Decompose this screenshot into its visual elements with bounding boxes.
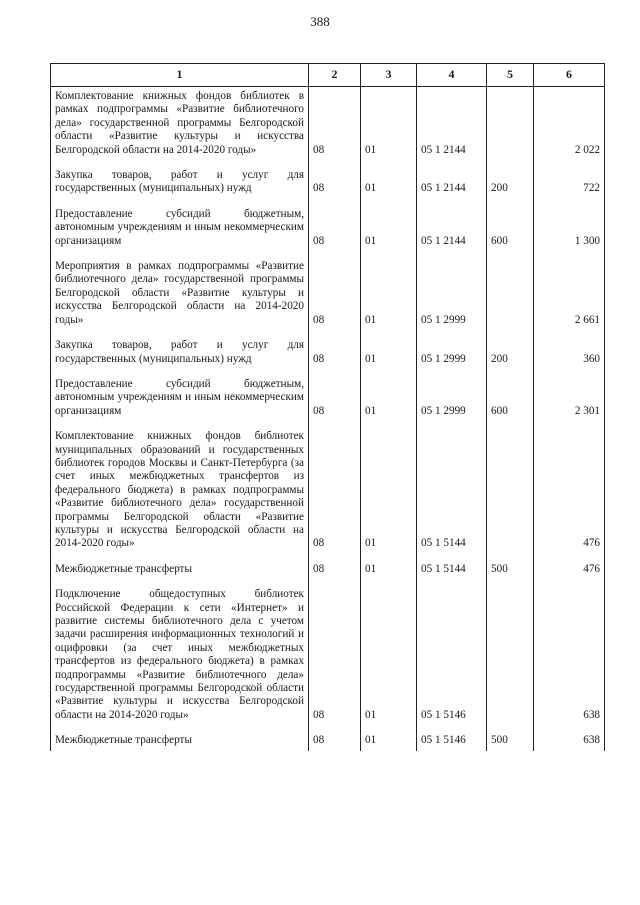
row-subsection: 01 (361, 585, 417, 725)
header-col-2: 2 (309, 64, 361, 87)
header-col-3: 3 (361, 64, 417, 87)
page-number: 388 (310, 14, 330, 29)
row-amount: 638 (534, 731, 605, 750)
row-name: Комплектование книжных фондов библиотек в рамках подпрограммы «Развитие библиотечного дела» государственной программы Белгородской области «Развитие культуры и искусства Белгородской области на 2014-2020 годы» (51, 87, 309, 161)
row-expense-type: 200 (487, 336, 534, 369)
budget-table (50, 63, 605, 751)
header-col-6: 6 (534, 64, 605, 87)
row-subsection: 01 (361, 560, 417, 579)
row-target-code: 05 1 5144 (417, 560, 487, 579)
row-name: Межбюджетные трансферты (51, 731, 309, 750)
table-row (51, 257, 605, 330)
row-section: 08 (309, 166, 361, 199)
row-amount: 2 661 (534, 257, 605, 330)
row-amount: 2 022 (534, 87, 605, 161)
row-expense-type: 600 (487, 205, 534, 251)
row-target-code: 05 1 2144 (417, 205, 487, 251)
row-subsection: 01 (361, 87, 417, 161)
row-name: Предоставление субсидий бюджетным, автономным учреждениям и иным некоммерческим организациям (51, 375, 309, 421)
row-subsection: 01 (361, 427, 417, 554)
row-name: Закупка товаров, работ и услуг для государственных (муниципальных) нужд (51, 166, 309, 199)
row-name: Подключение общедоступных библиотек Российской Федерации к сети «Интернет» и развитие системы библиотечного дела с учетом задачи расширения информационных технологий и оцифровки (за счет иных межбюджетных трансфертов из федерального бюджета) в рамках подпрограммы «Развитие библиотечного дела» государственной программы Белгородской области «Развитие культуры и искусства Белгородской области на 2014-2020 годы» (51, 585, 309, 725)
row-section: 08 (309, 257, 361, 330)
row-section: 08 (309, 585, 361, 725)
row-expense-type: 200 (487, 166, 534, 199)
row-name: Закупка товаров, работ и услуг для государственных (муниципальных) нужд (51, 336, 309, 369)
row-amount: 2 301 (534, 375, 605, 421)
table-row (51, 375, 605, 421)
row-name: Комплектование книжных фондов библиотек муниципальных образований и государственных библиотек городов Москвы и Санкт-Петербурга (за счет иных межбюджетных трансфертов из федерального бюджета) в рамках подпрограммы «Развитие библиотечного дела» государственной программы Белгородской области «Развитие культуры и искусства Белгородской области на 2014-2020 годы» (51, 427, 309, 554)
table-row (51, 205, 605, 251)
row-target-code: 05 1 5144 (417, 427, 487, 554)
row-expense-type: 600 (487, 375, 534, 421)
row-target-code: 05 1 2144 (417, 87, 487, 161)
row-target-code: 05 1 2999 (417, 336, 487, 369)
row-subsection: 01 (361, 257, 417, 330)
row-subsection: 01 (361, 205, 417, 251)
row-target-code: 05 1 2999 (417, 375, 487, 421)
row-target-code: 05 1 5146 (417, 585, 487, 725)
row-target-code: 05 1 2144 (417, 166, 487, 199)
table-row (51, 87, 605, 161)
row-expense-type (487, 585, 534, 725)
row-amount: 360 (534, 336, 605, 369)
row-section: 08 (309, 87, 361, 161)
row-section: 08 (309, 336, 361, 369)
table-row (51, 166, 605, 199)
row-amount: 638 (534, 585, 605, 725)
row-expense-type: 500 (487, 560, 534, 579)
row-amount: 476 (534, 427, 605, 554)
table-row (51, 560, 605, 579)
row-expense-type (487, 427, 534, 554)
row-section: 08 (309, 427, 361, 554)
row-expense-type: 500 (487, 731, 534, 750)
row-subsection: 01 (361, 166, 417, 199)
table-header-row (51, 64, 605, 87)
header-col-1: 1 (51, 64, 309, 87)
row-amount: 722 (534, 166, 605, 199)
row-target-code: 05 1 5146 (417, 731, 487, 750)
table-row (51, 731, 605, 750)
row-section: 08 (309, 205, 361, 251)
row-section: 08 (309, 375, 361, 421)
row-name: Межбюджетные трансферты (51, 560, 309, 579)
row-section: 08 (309, 560, 361, 579)
table-row (51, 585, 605, 725)
header-col-5: 5 (487, 64, 534, 87)
row-subsection: 01 (361, 375, 417, 421)
row-subsection: 01 (361, 731, 417, 750)
row-amount: 1 300 (534, 205, 605, 251)
table-row (51, 427, 605, 554)
row-name: Предоставление субсидий бюджетным, автономным учреждениям и иным некоммерческим организациям (51, 205, 309, 251)
header-col-4: 4 (417, 64, 487, 87)
table-row (51, 336, 605, 369)
row-target-code: 05 1 2999 (417, 257, 487, 330)
row-amount: 476 (534, 560, 605, 579)
row-subsection: 01 (361, 336, 417, 369)
row-expense-type (487, 257, 534, 330)
row-section: 08 (309, 731, 361, 750)
row-expense-type (487, 87, 534, 161)
row-name: Мероприятия в рамках подпрограммы «Развитие библиотечного дела» государственной программы Белгородской области «Развитие культуры и искусства Белгородской области на 2014-2020 годы» (51, 257, 309, 330)
